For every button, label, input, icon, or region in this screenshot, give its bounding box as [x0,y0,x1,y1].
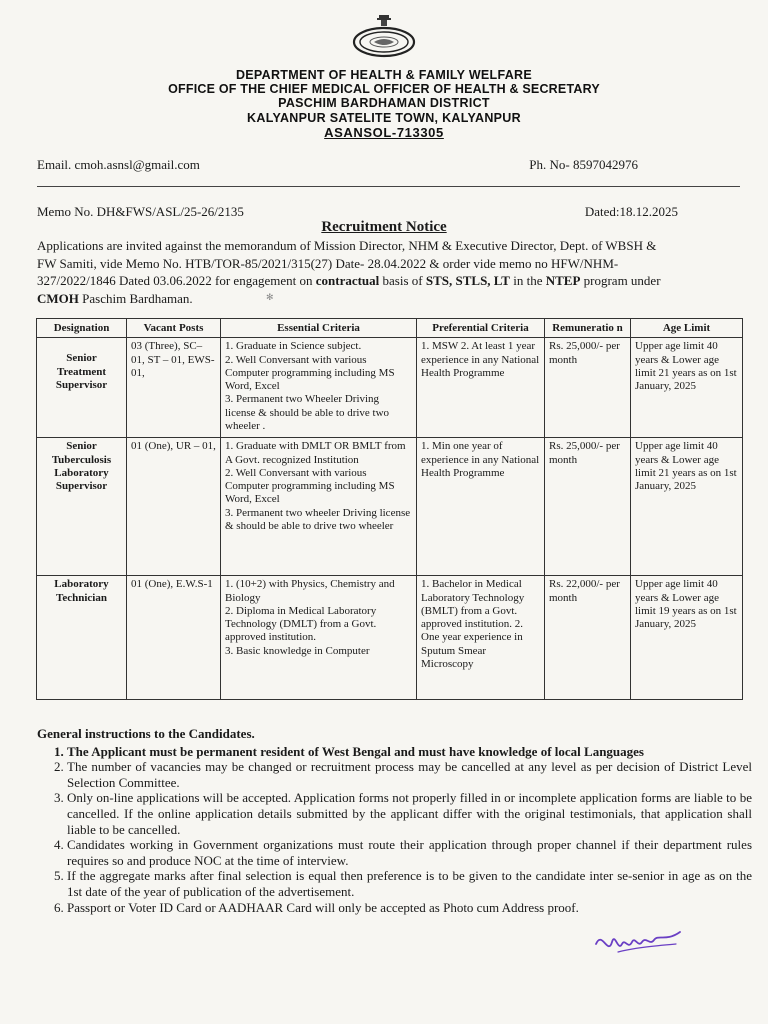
memo-date: Dated:18.12.2025 [584,204,678,219]
office-address: KALYANPUR SATELITE TOWN, KALYANPUR [247,111,521,125]
table-row: Senior Treatment Supervisor 03 (Three), SC– 01, ST – 01, EWS-01, 1. Graduate in Science subject. 2. Well Conversant with various Computer programming including MS Word, Excel 3. Permanent two Wheeler Driving license & should be able to drive two wheeler . 1. MSW 2. At least 1 year experience in any National Health Programme Rs. 25,000/- per month Upper age limit 40 years & Lower age limit 21 years as on 1st January, 2025 [37,338,743,438]
memo-number: Memo No. DH&FWS/ASL/25-26/2135 [37,204,244,219]
office-name: OFFICE OF THE CHIEF MEDICAL OFFICER OF HEALTH & SECRETARY [168,82,600,96]
general-instructions [37,726,752,915]
phone-number: Ph. No- 8597042976 [529,157,638,172]
list-item: 2. The number of vacancies may be changed or recruitment process may be cancelled at any level as per decision of District Level Selection Committee. [67,759,752,790]
stamp-mark: ✻ [266,292,274,302]
table-row: Laboratory Technician 01 (One), E.W.S-1 1. (10+2) with Physics, Chemistry and Biology 2. Diploma in Medical Laboratory Technology (DMLT) from a Govt. approved institution. 3. Basic knowledge in Computer 1. Bachelor in Medical Laboratory Technology (BMLT) from a Govt. approved institution. 2. One year experience in Sputum Smear Microscopy Rs. 22,000/- per month Upper age limit 40 years & Lower age limit 19 years as on 1st January, 2025 [37,576,743,700]
col-age-limit: Age Limit [631,319,743,338]
notice-title: Recruitment Notice [321,219,447,235]
col-essential-criteria: Essential Criteria [221,319,417,338]
vacancy-table [36,318,743,700]
email-address: Email. cmoh.asnsl@gmail.com [37,157,200,172]
list-item: 3. Only on-line applications will be accepted. Application forms not properly filled in or incomplete application forms are liable to be cancelled. If the online application details submitted by the applicant differ with the original testimonials, that application shall liable to be cancelled. [67,790,752,837]
col-designation: Designation [37,319,127,338]
office-pincode: ASANSOL-713305 [324,125,444,140]
instruction-list [37,744,752,916]
district-name: PASCHIM BARDHAMAN DISTRICT [278,96,490,110]
list-item: 6. Passport or Voter ID Card or AADHAAR Card will only be accepted as Photo cum Address proof. [67,900,752,916]
state-emblem-icon [348,14,420,62]
table-row: Senior Tuberculosis Laboratory Supervisor 01 (One), UR – 01, 1. Graduate with DMLT OR BMLT from A Govt. recognized Institution 2. Well Conversant with various Computer programming including MS Word, Excel 3. Permanent two wheeler Driving license & should be able to drive two wheeler 1. Min one year of experience in any National Health Programme Rs. 25,000/- per month Upper age limit 40 years & Lower age limit 21 years as on 1st January, 2025 [37,438,743,576]
list-item: 4. Candidates working in Government organizations must route their application through proper channel if their department rules requires so and produce NOC at the time of interview. [67,837,752,868]
col-preferential-criteria: Preferential Criteria [417,319,545,338]
intro-paragraph: Applications are invited against the memorandum of Mission Director, NHM & Executive Director, Dept. of WBSH & FW Samiti, vide Memo No. HTB/TOR-85/2021/315(27) Date- 28.04.2022 & order vide memo no HFW/NHM- 327/2022/1846 Dated 03.06.2022 for engagement on contractual basis of STS, STLS, LT in the NTEP program under CMOH Paschim Bardhaman. [37,238,661,306]
header-divider [37,186,740,187]
col-vacant-posts: Vacant Posts [127,319,221,338]
general-instructions-title: General instructions to the Candidates. [37,726,255,741]
signature-icon [588,922,688,962]
col-remuneration: Remuneratio n [545,319,631,338]
department-name: DEPARTMENT OF HEALTH & FAMILY WELFARE [235,68,533,82]
list-item: 1. The Applicant must be permanent resident of West Bengal and must have knowledge of local Languages [67,744,752,760]
table-header-row [37,319,743,338]
list-item: 5. If the aggregate marks after final selection is equal then preference is to be given to the candidate inter se-senior in age as on the 1st date of the year of publication of the advertisement. [67,868,752,899]
